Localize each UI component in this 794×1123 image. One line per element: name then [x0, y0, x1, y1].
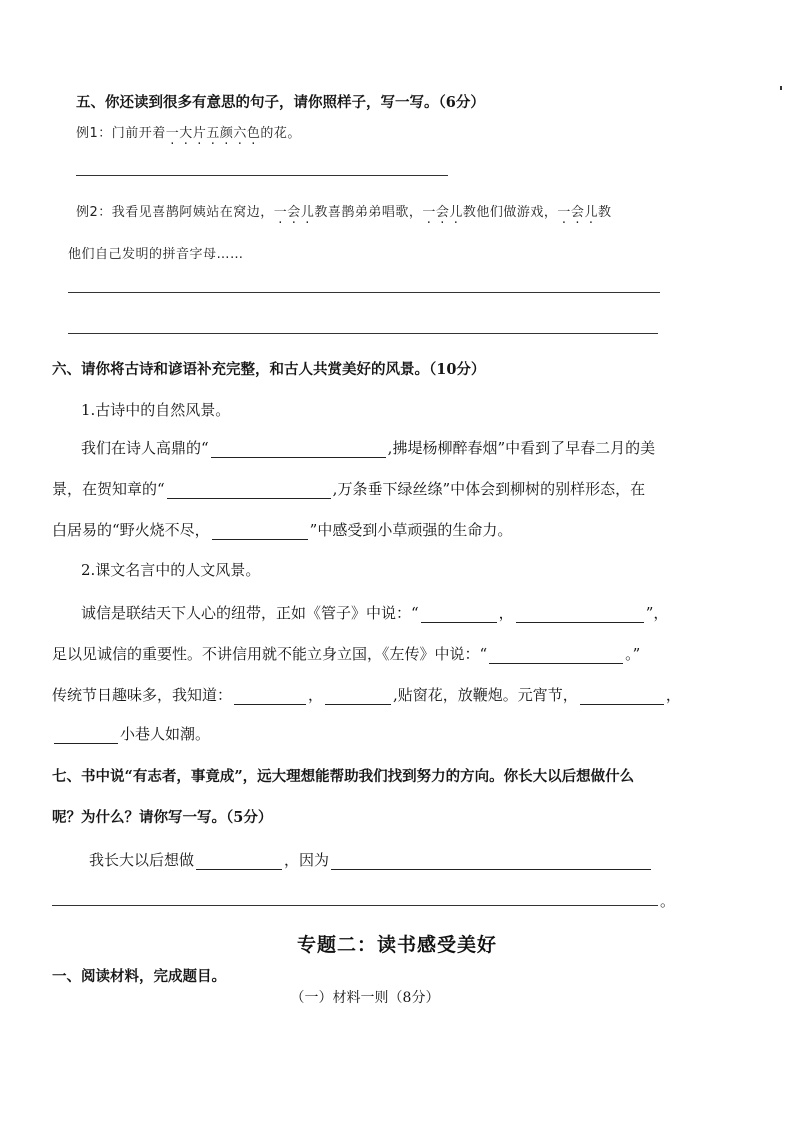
poem-line-2 — [52, 478, 645, 499]
example-2-emph: 会 — [570, 205, 585, 220]
period-mark: 。 — [660, 892, 676, 910]
topic-2-title: 专题二：读书感受美好 — [296, 934, 497, 956]
example-2-emph: 会 — [287, 205, 301, 220]
quote-text: 足以见诚信的重要性。不讲信用就不能立身立国，《左传》中说：“ — [52, 645, 488, 663]
example-2-line-2: 他们自己发明的拼音字母…… — [68, 247, 244, 262]
quote-text: 诚信是联结天下人心的纽带，正如《管子》中说：“ — [81, 604, 419, 622]
section-6-heading: 六、请你将古诗和谚语补充完整，和古人共赏美好的风景。（10分） — [52, 361, 486, 378]
example-1-emph: 颜 — [219, 126, 234, 141]
poem-text: ,万条垂下绿丝绦”中体会到柳树的别样形态，在 — [332, 480, 646, 498]
quote-text: 。” — [625, 645, 641, 663]
example-2-emph: 儿 — [449, 205, 463, 220]
quote-blank-2[interactable] — [516, 604, 644, 623]
example-1-emph: 六 — [233, 126, 247, 141]
answer-line[interactable] — [52, 905, 658, 906]
example-1-emph: 片 — [192, 126, 207, 141]
example-2 — [76, 201, 611, 220]
example-1-prefix: 例1：门前开着 — [76, 126, 166, 141]
example-1-emph: 大 — [179, 126, 193, 141]
example-2-emph: 儿 — [300, 205, 315, 220]
example-1-emph: 一 — [165, 126, 180, 141]
poem-text: ,拂堤杨柳醉春烟”中看到了早春二月的美 — [387, 439, 656, 457]
example-2-emph: 一 — [557, 205, 571, 220]
section-7-heading-line-2: 呢？为什么？请你写一写。（5分） — [52, 809, 273, 826]
topic-2-question-1: 一、阅读材料，完成题目。 — [52, 968, 226, 985]
example-1 — [76, 122, 301, 141]
example-2-text: 教 — [597, 205, 612, 220]
festival-text: ， — [308, 686, 324, 704]
answer-line[interactable] — [76, 175, 448, 176]
quote-text: ”， — [645, 604, 669, 622]
quote-text: ， — [498, 604, 514, 622]
example-2-emph: 会 — [435, 205, 450, 220]
example-2-text: 教他们做游戏， — [462, 205, 558, 220]
example-2-emph: 一 — [273, 205, 288, 220]
section-5-heading: 五、你还读到很多有意思的句子，请你照样子，写一写。（6分） — [76, 94, 485, 111]
dream-job-blank[interactable] — [196, 851, 282, 870]
dream-line — [89, 849, 653, 870]
festival-line-2 — [52, 723, 210, 744]
material-subtitle: （一）材料一则（8分） — [290, 990, 440, 1006]
answer-line[interactable] — [68, 333, 658, 334]
example-2-emph: 一 — [422, 205, 436, 220]
poem-blank-2[interactable] — [167, 480, 331, 499]
quote-blank-3[interactable] — [489, 645, 623, 664]
quote-line-1 — [81, 602, 668, 623]
example-1-suffix: 的花。 — [260, 126, 301, 141]
example-2-text: 例2：我看见喜鹊阿姨站在窝边， — [76, 205, 274, 220]
poem-text: 景，在贺知章的“ — [52, 480, 165, 498]
festival-text: 小巷人如潮。 — [120, 725, 211, 743]
festival-text: ， — [665, 686, 681, 704]
poem-text: ”中感受到小草顽强的生命力。 — [309, 521, 513, 539]
festival-text: 传统节日趣味多，我知道： — [52, 686, 233, 704]
festival-blank-1[interactable] — [234, 686, 306, 705]
festival-text: ,贴窗花，放鞭炮。元宵节， — [393, 686, 578, 704]
dream-reason-blank[interactable] — [331, 851, 651, 870]
festival-line-1 — [52, 684, 681, 705]
example-2-emph: 儿 — [584, 205, 598, 220]
part-2-title: 2.课文名言中的人文风景。 — [81, 561, 261, 579]
dream-text: 我长大以后想做 — [89, 851, 195, 869]
poem-line-1 — [81, 437, 655, 458]
poem-blank-1[interactable] — [211, 439, 386, 458]
festival-blank-3[interactable] — [580, 686, 664, 705]
quote-line-2 — [52, 643, 640, 664]
poem-text: 我们在诗人高鼎的“ — [81, 439, 209, 457]
dream-text: ，因为 — [284, 851, 330, 869]
answer-line[interactable] — [68, 292, 660, 293]
poem-line-3 — [52, 519, 512, 540]
scan-speck — [780, 86, 782, 90]
poem-blank-3[interactable] — [212, 521, 308, 540]
section-7-heading-line-1: 七、书中说“有志者，事竟成”，远大理想能帮助我们找到努力的方向。你长大以后想做什么 — [52, 768, 635, 785]
example-1-emph: 色 — [246, 126, 261, 141]
festival-blank-4[interactable] — [54, 725, 118, 744]
example-1-emph: 五 — [206, 126, 220, 141]
poem-text: 白居易的“野火烧不尽， — [52, 521, 210, 539]
quote-blank-1[interactable] — [421, 604, 497, 623]
part-1-title: 1.古诗中的自然风景。 — [81, 401, 231, 419]
example-2-text: 教喜鹊弟弟唱歌， — [314, 205, 423, 220]
festival-blank-2[interactable] — [325, 686, 391, 705]
